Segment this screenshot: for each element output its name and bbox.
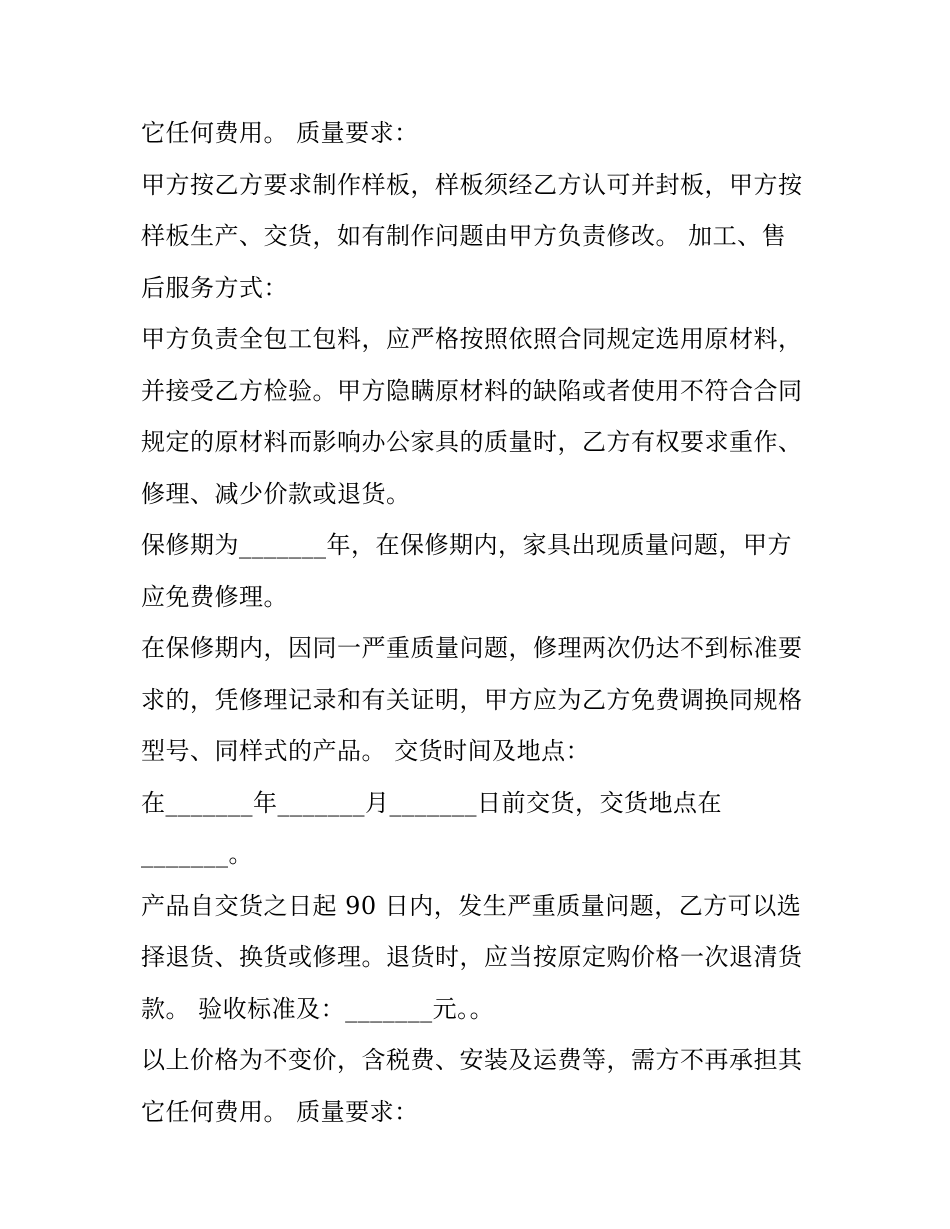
text-line: 产品自交货之日起 90 日内，发生严重质量问题，乙方可以选	[141, 891, 802, 920]
text-line: 择退货、换货或修理。退货时，应当按原定购价格一次退清货	[141, 943, 803, 971]
text-line: 修理、减少价款或退货。	[141, 479, 411, 508]
text-line: 保修期为_______年，在保修期内，家具出现质量问题，甲方	[141, 531, 792, 559]
text-line: 在_______年_______月_______日前交货，交货地点在	[141, 788, 722, 817]
text-line: _______。	[141, 840, 253, 868]
text-line: 款。 验收标准及：_______元。。	[141, 994, 495, 1023]
text-line: 求的，凭修理记录和有关证明，甲方应为乙方免费调换同规格	[141, 685, 803, 714]
text-line: 以上价格为不变价，含税费、安装及运费等，需方不再承担其	[141, 1046, 803, 1074]
contract-body	[141, 108, 821, 1138]
text-line: 在保修期内，因同一严重质量问题，修理两次仍达不到标准要	[141, 634, 803, 662]
text-line: 应免费修理。	[141, 582, 288, 611]
text-line: 甲方按乙方要求制作样板，样板须经乙方认可并封板，甲方按	[141, 170, 803, 199]
text-line: 规定的原材料而影响办公家具的质量时，乙方有权要求重作、	[141, 428, 803, 456]
text-line: 样板生产、交货，如有制作问题由甲方负责修改。 加工、售	[141, 222, 787, 250]
text-line: 后服务方式：	[141, 273, 288, 302]
text-line: 并接受乙方检验。甲方隐瞒原材料的缺陷或者使用不符合合同	[141, 376, 803, 405]
text-line: 它任何费用。 质量要求：	[141, 1097, 419, 1126]
text-line: 它任何费用。 质量要求：	[141, 119, 419, 147]
text-line: 甲方负责全包工包料，应严格按照依照合同规定选用原材料，	[141, 325, 803, 353]
text-line: 型号、同样式的产品。 交货时间及地点：	[141, 737, 591, 765]
